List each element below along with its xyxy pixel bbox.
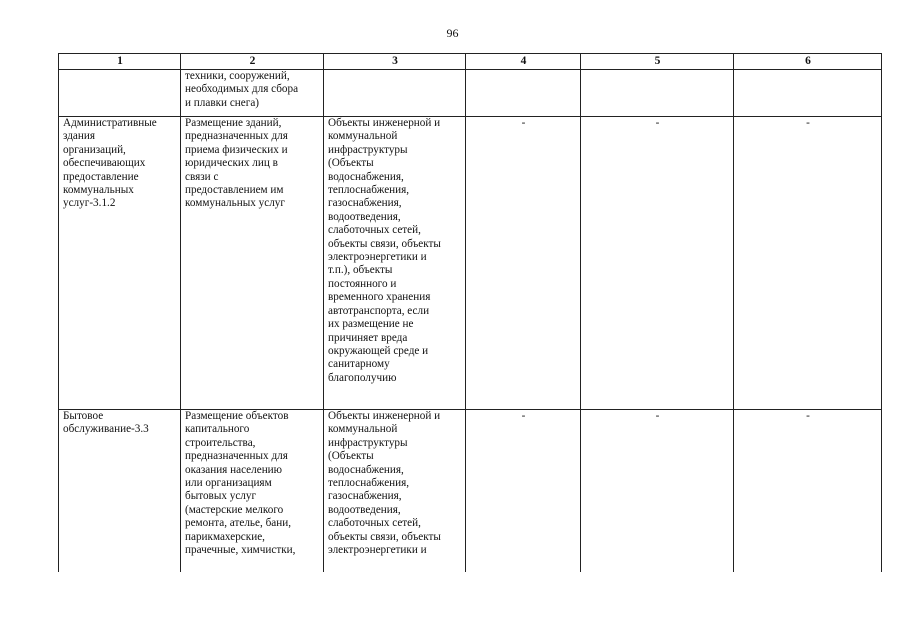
cell-text: Административные здания организаций, обеспечивающих предоставление коммунальных услуг-3.1.2 xyxy=(63,117,157,210)
table-cell xyxy=(59,70,181,117)
cell-text: - xyxy=(521,410,526,422)
cell-text: Объекты инженерной и коммунальной инфраструктуры (Объекты водоснабжения, теплоснабжения, газоснабжения, водоотведения, слаботочных сетей, объекты связи, объекты электроэнергетики и xyxy=(328,410,441,557)
table-cell xyxy=(581,117,734,410)
table-cell xyxy=(466,410,581,573)
cell-text: - xyxy=(521,117,526,129)
column-header-5: 5 xyxy=(581,54,734,70)
table-header-row xyxy=(59,54,882,70)
column-header-4: 4 xyxy=(466,54,581,70)
cell-text: - xyxy=(806,117,810,129)
table-cell xyxy=(734,117,882,410)
cell-text: техники, сооружений, необходимых для сбора и плавки снега) xyxy=(185,70,299,109)
table-cell xyxy=(466,70,581,117)
table-cell xyxy=(466,117,581,410)
table-cell xyxy=(324,410,466,573)
table-cell xyxy=(59,117,181,410)
table-cell xyxy=(181,410,324,573)
table-row xyxy=(59,117,882,410)
table-row xyxy=(59,410,882,573)
column-header-6: 6 xyxy=(734,54,882,70)
column-header-1: 1 xyxy=(59,54,181,70)
cell-text: Объекты инженерной и коммунальной инфраструктуры (Объекты водоснабжения, теплоснабжения, газоснабжения, водоотведения, слаботочных сетей, объекты связи, объекты электроэнергетики и т.п.), объекты постоянного и временного хранения автотранспорта, если их размещение не причиняет вреда окружающей среде и санитарному благополучию xyxy=(328,117,441,384)
table-cell xyxy=(181,117,324,410)
table-cell xyxy=(734,70,882,117)
table-cell xyxy=(181,70,324,117)
table-cell xyxy=(581,410,734,573)
table-cell xyxy=(581,70,734,117)
table-row xyxy=(59,70,882,117)
table-cell xyxy=(59,410,181,573)
cell-text: - xyxy=(655,117,660,129)
page-number: 96 xyxy=(446,26,459,40)
cell-text: - xyxy=(806,410,810,422)
cell-text: - xyxy=(655,410,660,422)
table-cell xyxy=(324,70,466,117)
cell-text: Размещение объектов капитального строительства, предназначенных для оказания населению или организациям бытовых услуг (мастерские мелкого ремонта, ателье, бани, парикмахерские, прачечные, химчистки, xyxy=(185,410,296,557)
table-cell xyxy=(734,410,882,573)
cell-text: Размещение зданий, предназначенных для приема физических и юридических лиц в связи с предоставлением им коммунальных услуг xyxy=(185,117,288,210)
cell-text: Бытовое обслуживание-3.3 xyxy=(63,410,149,436)
zoning-table xyxy=(58,53,882,572)
column-header-3: 3 xyxy=(324,54,466,70)
table-cell xyxy=(324,117,466,410)
column-header-2: 2 xyxy=(181,54,324,70)
